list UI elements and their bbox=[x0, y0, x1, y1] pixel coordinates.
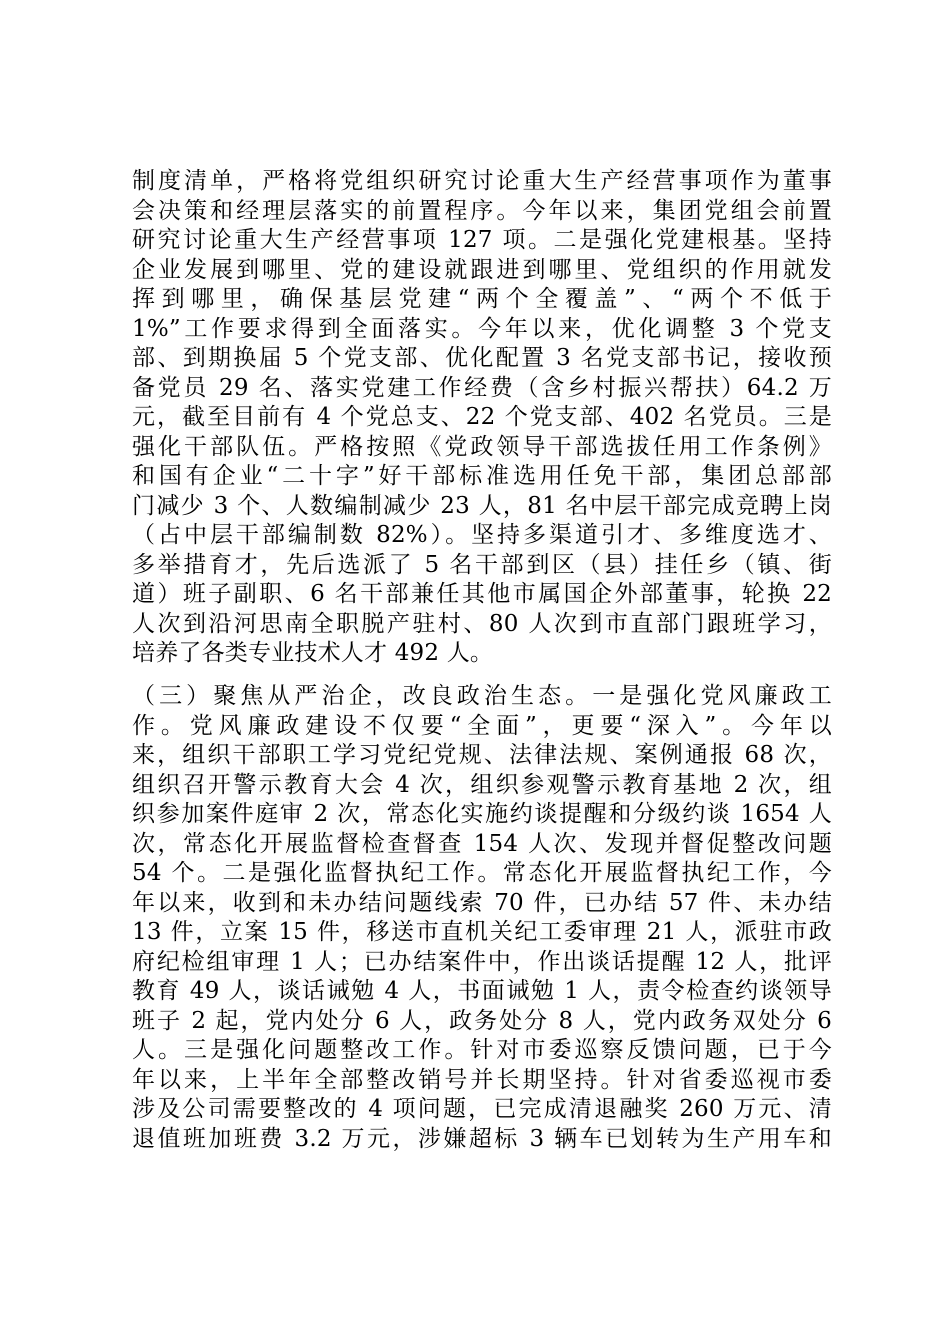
text-line: 元，截至目前有 4 个党总支、22 个党支部、402 名党员。三是 bbox=[132, 404, 832, 430]
text-line: 来，组织干部职工学习党纪党规、法律法规、案例通报 68 次， bbox=[132, 742, 832, 768]
text-line: 强化干部队伍。严格按照《党政领导干部选拔任用工作条例》 bbox=[132, 433, 832, 460]
text-line: 道）班子副职、6 名干部兼任其他市属国企外部董事，轮换 22 bbox=[132, 581, 832, 607]
text-line: 织参加案件庭审 2 次，常态化实施约谈提醒和分级约谈 1654 人 bbox=[132, 801, 832, 827]
text-line: 54 个。二是强化监督执纪工作。常态化开展监督执纪工作，今 bbox=[132, 860, 832, 886]
text-line: 作。党风廉政建设不仅要“全面”，更要“深入”。今年以 bbox=[132, 712, 832, 739]
text-line: 人。三是强化问题整改工作。针对市委巡察反馈问题，已于今 bbox=[132, 1037, 832, 1063]
text-line: 年以来，上半年全部整改销号并长期坚持。针对省委巡视市委 bbox=[132, 1066, 832, 1093]
text-line: 会决策和经理层落实的前置程序。今年以来，集团党组会前置 bbox=[132, 197, 832, 224]
text-line: （三）聚焦从严治企，改良政治生态。一是强化党风廉政工 bbox=[132, 683, 832, 709]
paragraph-party-building bbox=[132, 167, 832, 669]
text-line: （占中层干部编制数 82%）。坚持多渠道引才、多维度选才、 bbox=[132, 522, 832, 548]
text-line: 次，常态化开展监督检查督查 154 人次、发现并督促整改问题 bbox=[132, 830, 832, 857]
text-line: 研究讨论重大生产经营事项 127 项。二是强化党建根基。坚持 bbox=[132, 227, 832, 253]
text-line: 部、到期换届 5 个党支部、优化配置 3 名党支部书记，接收预 bbox=[132, 345, 832, 371]
text-line: 门减少 3 个、人数编制减少 23 人，81 名中层干部完成竞聘上岗 bbox=[132, 492, 832, 519]
text-line: 培养了各类专业技术人才 492 人。 bbox=[132, 640, 494, 666]
text-line: 制度清单，严格将党组织研究讨论重大生产经营事项作为董事 bbox=[132, 168, 832, 194]
text-line: 组织召开警示教育大会 4 次，组织参观警示教育基地 2 次，组 bbox=[132, 771, 832, 798]
text-line: 退值班加班费 3.2 万元，涉嫌超标 3 辆车已划转为生产用车和 bbox=[132, 1125, 832, 1152]
text-line: 教育 49 人，谈话诫勉 4 人，书面诫勉 1 人，责令检查约谈领导 bbox=[132, 978, 832, 1004]
text-line: 企业发展到哪里、党的建设就跟进到哪里、党组织的作用就发 bbox=[132, 256, 832, 283]
text-line: 人次到沿河思南全职脱产驻村、80 人次到市直部门跟班学习， bbox=[132, 610, 832, 637]
text-line: 多举措育才，先后选派了 5 名干部到区（县）挂任乡（镇、街 bbox=[132, 551, 832, 578]
text-line: 13 件，立案 15 件，移送市直机关纪工委审理 21 人，派驻市政 bbox=[132, 919, 832, 945]
text-line: 和国有企业“二十字”好干部标准选用任免干部，集团总部部 bbox=[132, 463, 832, 489]
text-line: 府纪检组审理 1 人；已办结案件中，作出谈话提醒 12 人，批评 bbox=[132, 948, 832, 975]
text-line: 涉及公司需要整改的 4 项问题，已完成清退融奖 260 万元、清 bbox=[132, 1096, 832, 1122]
text-line: 年以来，收到和未办结问题线索 70 件，已办结 57 件、未办结 bbox=[132, 889, 832, 916]
paragraph-strict-governance bbox=[132, 682, 832, 1154]
text-line: 备党员 29 名、落实党建工作经费（含乡村振兴帮扶）64.2 万 bbox=[132, 374, 832, 401]
text-line: 挥到哪里，确保基层党建“两个全覆盖”、“两个不低于 bbox=[132, 286, 832, 312]
text-line: 1%”工作要求得到全面落实。今年以来，优化调整 3 个党支 bbox=[132, 315, 832, 342]
text-line: 班子 2 起，党内处分 6 人，政务处分 8 人，党内政务双处分 6 bbox=[132, 1007, 832, 1034]
